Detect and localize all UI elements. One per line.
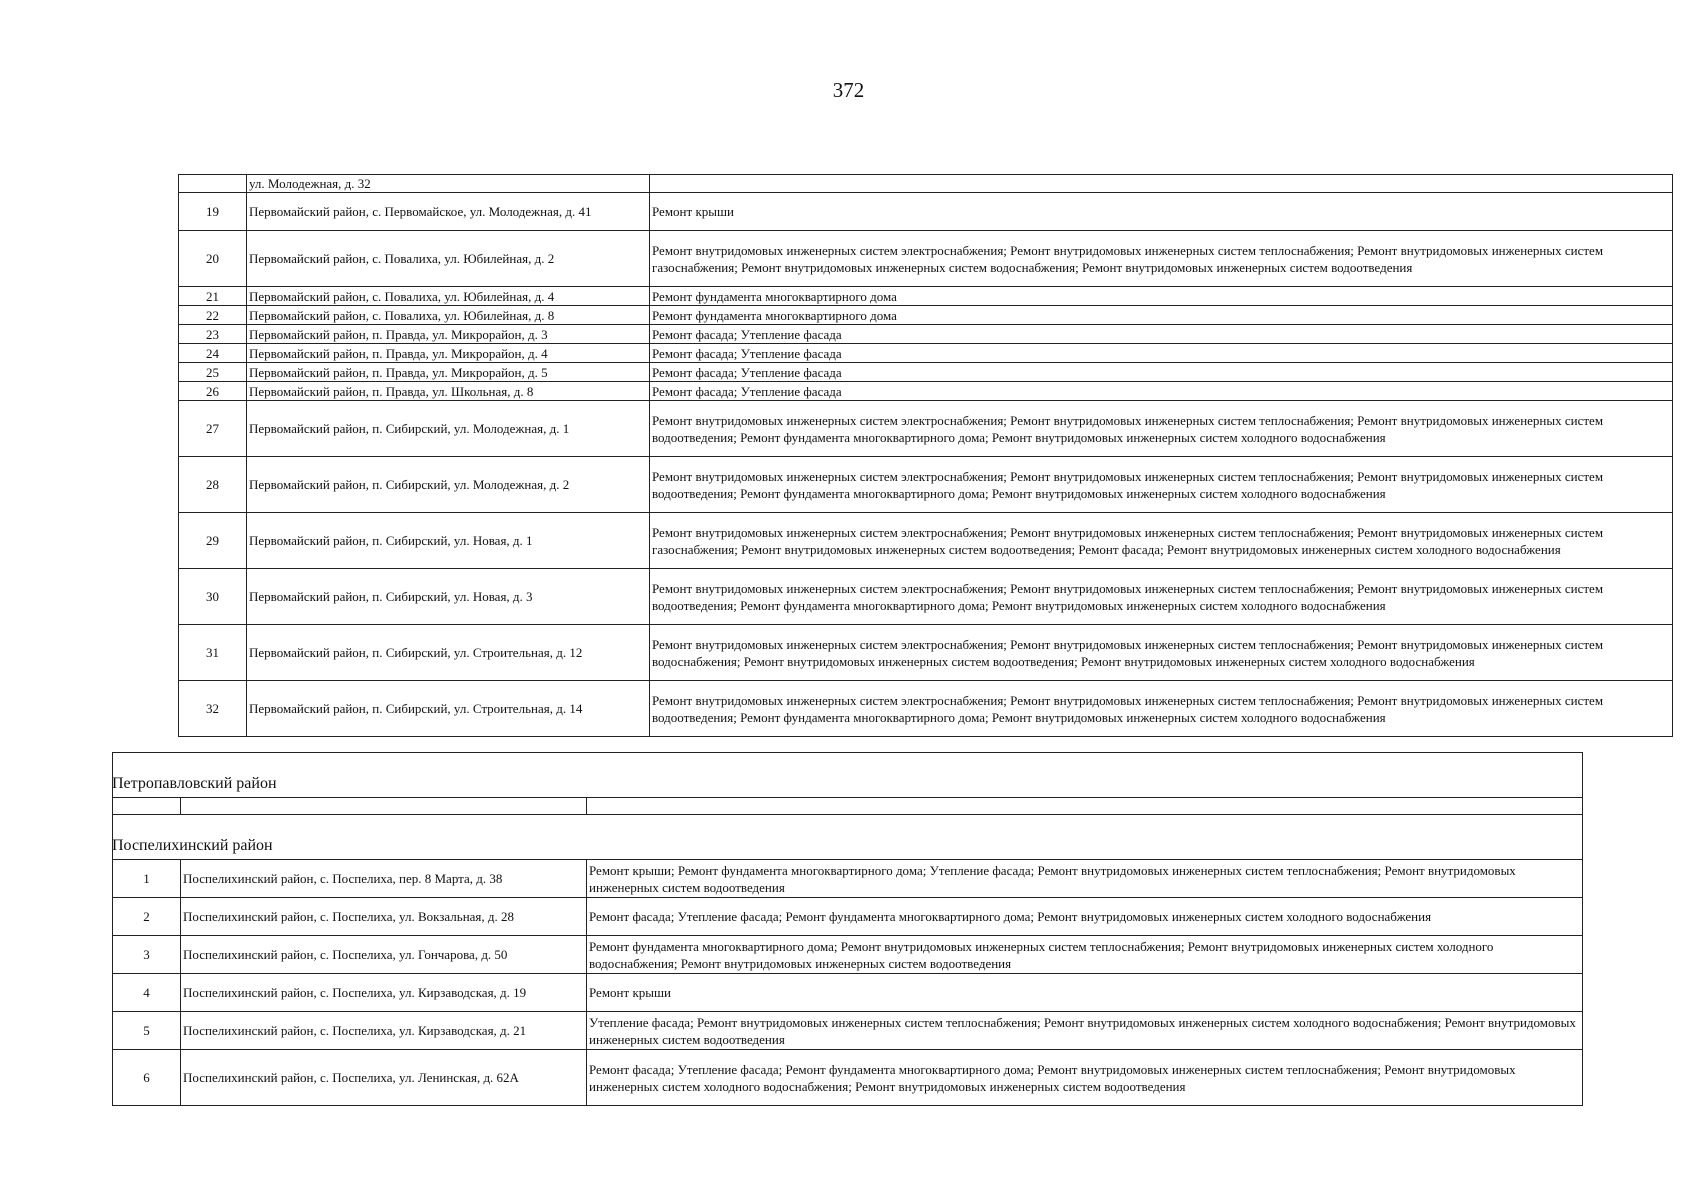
row-works: Ремонт внутридомовых инженерных систем электроснабжения; Ремонт внутридомовых инженерных систем теплоснабжения; Ремонт внутридомовых инженерных систем водоотведения; Ремонт фундамента многоквартирного дома; Ремонт внутридомовых инженерных систем холодного водоснабжения xyxy=(650,681,1673,737)
row-works: Ремонт внутридомовых инженерных систем электроснабжения; Ремонт внутридомовых инженерных систем теплоснабжения; Ремонт внутридомовых инженерных систем водоснабжения; Ремонт внутридомовых инженерных систем водоотведения; Ремонт внутридомовых инженерных систем холодного водоснабжения xyxy=(650,625,1673,681)
table-row-empty xyxy=(113,798,1583,815)
row-address: Поспелихинский район, с. Поспелиха, ул. Гончарова, д. 50 xyxy=(181,936,587,974)
row-number: 32 xyxy=(179,681,247,737)
row-address: Первомайский район, п. Правда, ул. Микрорайон, д. 4 xyxy=(247,344,650,363)
table-row xyxy=(113,936,1583,974)
row-number: 26 xyxy=(179,382,247,401)
table-row xyxy=(179,306,1673,325)
row-address: Первомайский район, п. Сибирский, ул. Новая, д. 1 xyxy=(247,513,650,569)
row-number: 4 xyxy=(113,974,181,1012)
row-address: Первомайский район, п. Сибирский, ул. Молодежная, д. 1 xyxy=(247,401,650,457)
row-works: Ремонт крыши xyxy=(587,974,1583,1012)
row-works: Ремонт фасада; Утепление фасада xyxy=(650,325,1673,344)
row-number: 31 xyxy=(179,625,247,681)
row-address: Поспелихинский район, с. Поспелиха, ул. Ленинская, д. 62А xyxy=(181,1050,587,1106)
row-number: 27 xyxy=(179,401,247,457)
row-address: Поспелихинский район, с. Поспелиха, ул. Вокзальная, д. 28 xyxy=(181,898,587,936)
row-address: Первомайский район, п. Сибирский, ул. Новая, д. 3 xyxy=(247,569,650,625)
row-works: Ремонт фундамента многоквартирного дома xyxy=(650,306,1673,325)
row-works: Ремонт фундамента многоквартирного дома; Ремонт внутридомовых инженерных систем теплоснабжения; Ремонт внутридомовых инженерных систем холодного водоснабжения; Ремонт внутридомовых инженерных систем водоотведения xyxy=(587,936,1583,974)
row-address: Первомайский район, с. Повалиха, ул. Юбилейная, д. 2 xyxy=(247,231,650,287)
row-works: Утепление фасада; Ремонт внутридомовых инженерных систем теплоснабжения; Ремонт внутридомовых инженерных систем холодного водоснабжения; Ремонт внутридомовых инженерных систем водоотведения xyxy=(587,1012,1583,1050)
table-row xyxy=(113,974,1583,1012)
row-address: Первомайский район, п. Сибирский, ул. Молодежная, д. 2 xyxy=(247,457,650,513)
row-works: Ремонт фундамента многоквартирного дома xyxy=(650,287,1673,306)
table-row xyxy=(113,898,1583,936)
row-address: Первомайский район, с. Повалиха, ул. Юбилейная, д. 8 xyxy=(247,306,650,325)
row-works: Ремонт внутридомовых инженерных систем электроснабжения; Ремонт внутридомовых инженерных систем теплоснабжения; Ремонт внутридомовых инженерных систем водоотведения; Ремонт фундамента многоквартирного дома; Ремонт внутридомовых инженерных систем холодного водоснабжения xyxy=(650,457,1673,513)
row-number: 3 xyxy=(113,936,181,974)
table-row-section-header xyxy=(113,753,1583,798)
row-number: 20 xyxy=(179,231,247,287)
table-row xyxy=(179,287,1673,306)
table-row xyxy=(179,231,1673,287)
row-works xyxy=(650,175,1673,193)
section-header-cell xyxy=(113,753,1583,798)
table-row xyxy=(179,457,1673,513)
row-works: Ремонт крыши xyxy=(650,193,1673,231)
row-number: 23 xyxy=(179,325,247,344)
section-title-pospelikhinsky: Поспелихинский район xyxy=(112,837,273,854)
row-works: Ремонт фасада; Утепление фасада xyxy=(650,344,1673,363)
table-pervomaisky xyxy=(178,174,1673,737)
row-number: 1 xyxy=(113,860,181,898)
row-works: Ремонт внутридомовых инженерных систем электроснабжения; Ремонт внутридомовых инженерных систем теплоснабжения; Ремонт внутридомовых инженерных систем газоснабжения; Ремонт внутридомовых инженерных систем водоснабжения; Ремонт внутридомовых инженерных систем водоотведения xyxy=(650,231,1673,287)
row-number: 30 xyxy=(179,569,247,625)
table-pospelikhinsky xyxy=(112,752,1583,1106)
row-number: 5 xyxy=(113,1012,181,1050)
table-row xyxy=(179,363,1673,382)
table-body xyxy=(179,175,1673,737)
empty-cell xyxy=(587,798,1583,815)
table-row xyxy=(179,175,1673,193)
row-works: Ремонт фасада; Утепление фасада xyxy=(650,363,1673,382)
table-row xyxy=(179,513,1673,569)
row-works: Ремонт крыши; Ремонт фундамента многоквартирного дома; Утепление фасада; Ремонт внутридомовых инженерных систем теплоснабжения; Ремонт внутридомовых инженерных систем водоотведения xyxy=(587,860,1583,898)
table-row xyxy=(113,1050,1583,1106)
row-address: Первомайский район, п. Правда, ул. Школьная, д. 8 xyxy=(247,382,650,401)
row-works: Ремонт фасада; Утепление фасада; Ремонт фундамента многоквартирного дома; Ремонт внутридомовых инженерных систем холодного водоснабжения xyxy=(587,898,1583,936)
row-works: Ремонт фасада; Утепление фасада xyxy=(650,382,1673,401)
row-number: 25 xyxy=(179,363,247,382)
row-address: Первомайский район, п. Правда, ул. Микрорайон, д. 3 xyxy=(247,325,650,344)
row-number: 24 xyxy=(179,344,247,363)
row-number xyxy=(179,175,247,193)
row-number: 6 xyxy=(113,1050,181,1106)
row-works: Ремонт внутридомовых инженерных систем электроснабжения; Ремонт внутридомовых инженерных систем теплоснабжения; Ремонт внутридомовых инженерных систем газоснабжения; Ремонт внутридомовых инженерных систем водоотведения; Ремонт фасада; Ремонт внутридомовых инженерных систем холодного водоснабжения xyxy=(650,513,1673,569)
page-number: 372 xyxy=(832,78,865,102)
row-address: Первомайский район, с. Повалиха, ул. Юбилейная, д. 4 xyxy=(247,287,650,306)
table-row xyxy=(179,382,1673,401)
row-address: Первомайский район, с. Первомайское, ул. Молодежная, д. 41 xyxy=(247,193,650,231)
row-number: 22 xyxy=(179,306,247,325)
row-number: 2 xyxy=(113,898,181,936)
section-header-cell xyxy=(113,815,1583,860)
table-row xyxy=(179,681,1673,737)
row-number: 19 xyxy=(179,193,247,231)
row-address: Поспелихинский район, с. Поспелиха, ул. Кирзаводская, д. 21 xyxy=(181,1012,587,1050)
row-address: Поспелихинский район, с. Поспелиха, пер. 8 Марта, д. 38 xyxy=(181,860,587,898)
table-row xyxy=(113,860,1583,898)
row-address: Первомайский район, п. Правда, ул. Микрорайон, д. 5 xyxy=(247,363,650,382)
section-title-petropavlovsky: Петропавловский район xyxy=(112,775,277,792)
table-row xyxy=(179,344,1673,363)
table-body xyxy=(113,753,1583,1106)
table-row-section-header xyxy=(113,815,1583,860)
row-address: ул. Молодежная, д. 32 xyxy=(247,175,650,193)
row-works: Ремонт фасада; Утепление фасада; Ремонт фундамента многоквартирного дома; Ремонт внутридомовых инженерных систем теплоснабжения; Ремонт внутридомовых инженерных систем холодного водоснабжения; Ремонт внутридомовых инженерных систем водоотведения xyxy=(587,1050,1583,1106)
table-row xyxy=(179,401,1673,457)
table-row xyxy=(113,1012,1583,1050)
table-row xyxy=(179,325,1673,344)
row-number: 21 xyxy=(179,287,247,306)
row-number: 28 xyxy=(179,457,247,513)
table-row xyxy=(179,625,1673,681)
row-works: Ремонт внутридомовых инженерных систем электроснабжения; Ремонт внутридомовых инженерных систем теплоснабжения; Ремонт внутридомовых инженерных систем водоотведения; Ремонт фундамента многоквартирного дома; Ремонт внутридомовых инженерных систем холодного водоснабжения xyxy=(650,569,1673,625)
table-row xyxy=(179,193,1673,231)
row-address: Первомайский район, п. Сибирский, ул. Строительная, д. 12 xyxy=(247,625,650,681)
table-row xyxy=(179,569,1673,625)
row-number: 29 xyxy=(179,513,247,569)
row-address: Первомайский район, п. Сибирский, ул. Строительная, д. 14 xyxy=(247,681,650,737)
empty-cell xyxy=(113,798,181,815)
row-works: Ремонт внутридомовых инженерных систем электроснабжения; Ремонт внутридомовых инженерных систем теплоснабжения; Ремонт внутридомовых инженерных систем водоотведения; Ремонт фундамента многоквартирного дома; Ремонт внутридомовых инженерных систем холодного водоснабжения xyxy=(650,401,1673,457)
row-address: Поспелихинский район, с. Поспелиха, ул. Кирзаводская, д. 19 xyxy=(181,974,587,1012)
empty-cell xyxy=(181,798,587,815)
